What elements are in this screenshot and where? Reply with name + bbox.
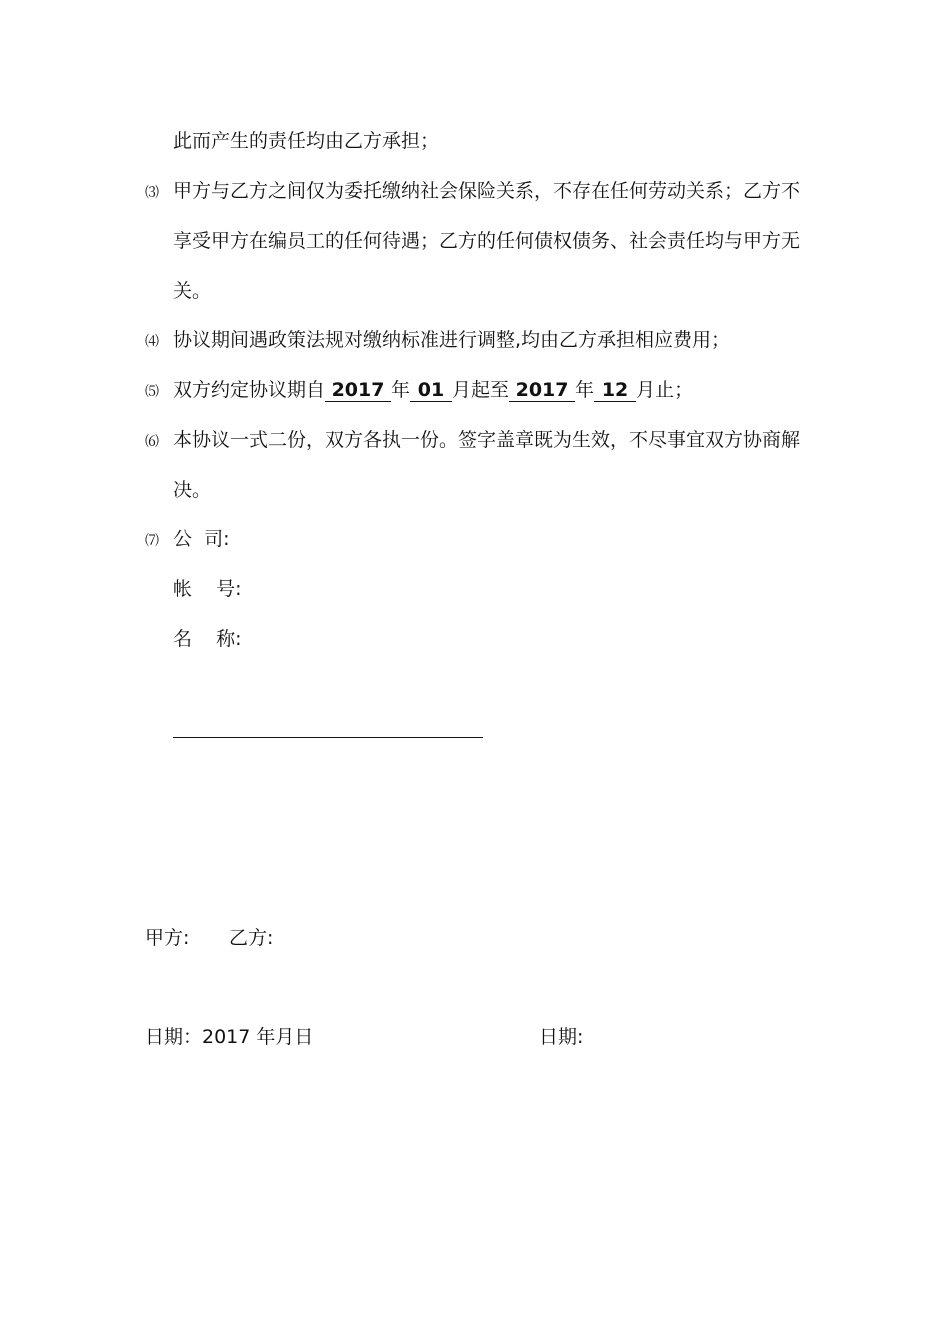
clause-5-line [173,378,693,402]
clause-7-number: ⑺ [145,533,159,549]
end-year-field: 2017 [509,379,575,402]
clause-5-number: ⑸ [145,384,159,400]
company-label: 公 司: [173,528,230,550]
year-label-1: 年 [391,379,411,401]
party-b-label: 乙方: [229,927,274,949]
name-label: 名 称: [173,628,242,650]
party-a-label: 甲方: [145,927,190,949]
clause-6-number: ⑹ [145,434,159,450]
term-middle: 月起至 [452,379,510,401]
account-label: 帐 号: [173,578,242,600]
start-month-field: 01 [410,379,452,402]
clause-3-line-2: 享受甲方在编员工的任何待遇；乙方的任何债权债务、社会责任均与甲方无 [173,230,801,252]
clause-4-line-1: 协议期间遇政策法规对缴纳标准进行调整,均由乙方承担相应费用； [173,329,731,351]
party-a-date: 日期：2017 年月日 [145,1026,314,1048]
clause-6-line-1: 本协议一式二份，双方各执一份。签字盖章既为生效，不尽事宜双方协商解 [173,429,801,451]
start-year-field: 2017 [325,379,391,402]
end-month-field: 12 [594,379,636,402]
clause-3-line-3: 关。 [173,280,212,302]
term-prefix: 双方约定协议期自 [173,379,326,401]
clause-4-number: ⑷ [145,334,159,350]
clause-6-line-2: 决。 [173,479,212,501]
clause-3-number: ⑶ [145,185,159,201]
signature-line [173,737,483,738]
term-suffix: 月止； [636,379,694,401]
clause-2-continuation: 此而产生的责任均由乙方承担； [173,130,440,152]
party-b-date: 日期: [539,1026,584,1048]
clause-3-line-1: 甲方与乙方之间仅为委托缴纳社会保险关系，不存在任何劳动关系；乙方不 [173,180,801,202]
year-label-2: 年 [575,379,595,401]
